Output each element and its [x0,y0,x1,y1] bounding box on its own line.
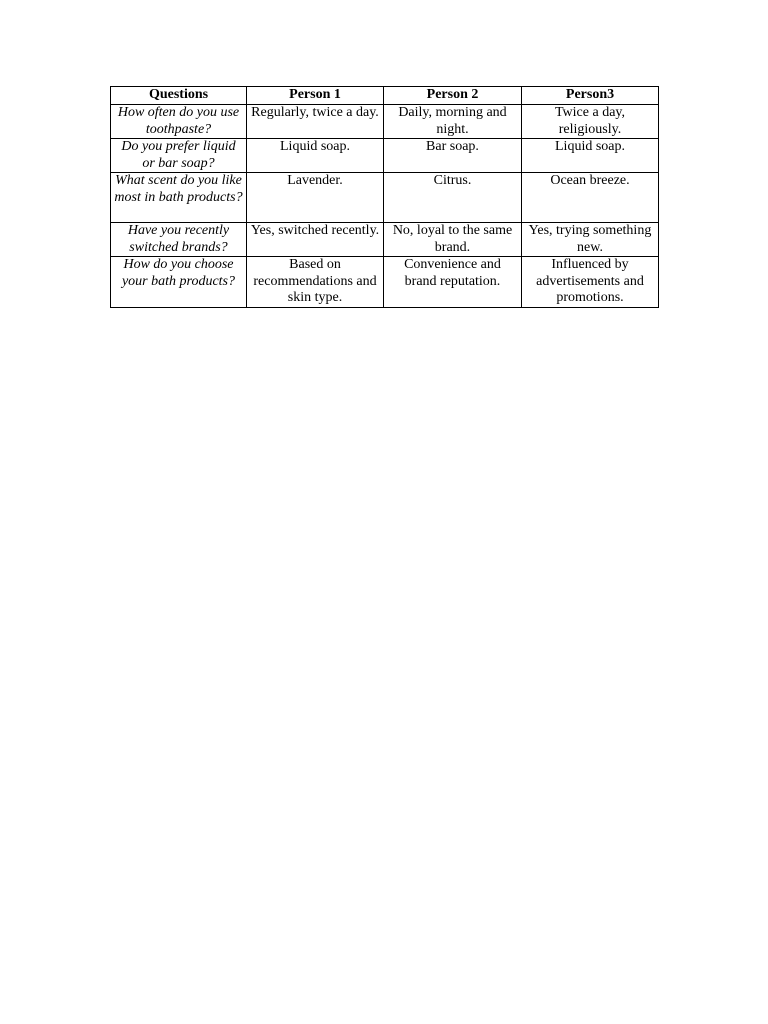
answer-cell-person-2: Convenience and brand reputation. [384,257,522,308]
survey-table [110,86,659,308]
table-row [111,223,659,257]
header-person-2: Person 2 [384,87,522,105]
question-cell: How often do you use toothpaste? [111,105,247,139]
table-row [111,173,659,223]
header-person-1: Person 1 [247,87,384,105]
answer-cell-person-3: Influenced by advertisements and promotions. [522,257,659,308]
header-person-3: Person3 [522,87,659,105]
table-row [111,105,659,139]
answer-cell-person-2: No, loyal to the same brand. [384,223,522,257]
table-row [111,257,659,308]
answer-cell-person-2: Bar soap. [384,139,522,173]
question-cell: What scent do you like most in bath products? [111,173,247,223]
answer-cell-person-3: Ocean breeze. [522,173,659,223]
answer-cell-person-2: Daily, morning and night. [384,105,522,139]
answer-cell-person-1: Regularly, twice a day. [247,105,384,139]
answer-cell-person-3: Yes, trying something new. [522,223,659,257]
question-cell: Have you recently switched brands? [111,223,247,257]
answer-cell-person-2: Citrus. [384,173,522,223]
answer-cell-person-3: Liquid soap. [522,139,659,173]
table-row [111,139,659,173]
answer-cell-person-1: Based on recommendations and skin type. [247,257,384,308]
header-questions: Questions [111,87,247,105]
answer-cell-person-1: Yes, switched recently. [247,223,384,257]
question-cell: How do you choose your bath products? [111,257,247,308]
question-cell: Do you prefer liquid or bar soap? [111,139,247,173]
answer-cell-person-3: Twice a day, religiously. [522,105,659,139]
table-header-row [111,87,659,105]
answer-cell-person-1: Liquid soap. [247,139,384,173]
answer-cell-person-1: Lavender. [247,173,384,223]
